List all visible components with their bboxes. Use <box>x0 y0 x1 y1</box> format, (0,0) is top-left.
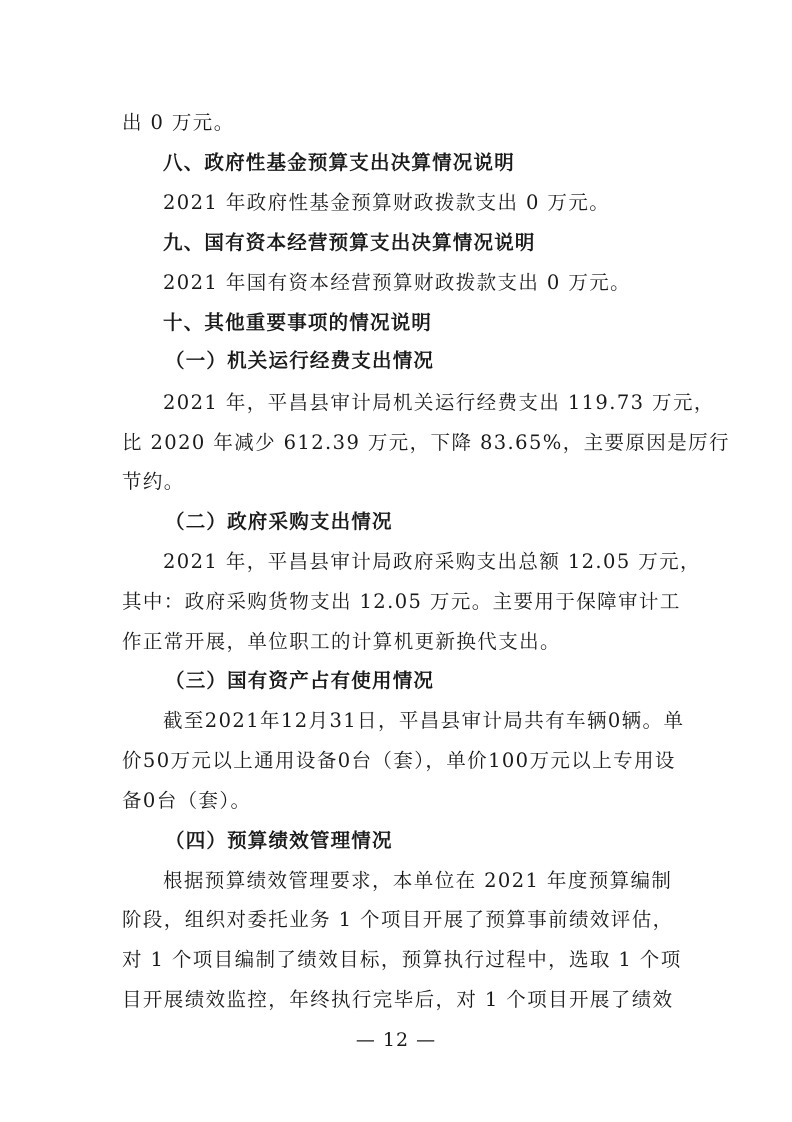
section-heading-10: 十、其他重要事项的情况说明 <box>163 311 433 334</box>
paragraph-line: 其中：政府采购货物支出 12.05 万元。主要用于保障审计工 <box>122 590 681 613</box>
paragraph-line: 阶段，组织对委托业务 1 个项目开展了预算事前绩效评估， <box>122 908 674 931</box>
subsection-heading-1: （一）机关运行经费支出情况 <box>165 349 435 372</box>
paragraph-line: 2021 年国有资本经营预算财政拨款支出 0 万元。 <box>163 271 632 294</box>
page-number: — 12 — <box>355 1029 437 1051</box>
paragraph-line: 出 0 万元。 <box>122 111 235 134</box>
paragraph-line: 2021 年，平昌县审计局机关运行经费支出 119.73 万元， <box>163 391 715 414</box>
paragraph-line: 目开展绩效监控，年终执行完毕后，对 1 个项目开展了绩效 <box>122 988 674 1011</box>
paragraph-line: 2021 年，平昌县审计局政府采购支出总额 12.05 万元， <box>163 550 701 573</box>
section-heading-9: 九、国有资本经营预算支出决算情况说明 <box>163 231 536 254</box>
paragraph-line: 对 1 个项目编制了绩效目标，预算执行过程中，选取 1 个项 <box>122 948 682 971</box>
paragraph-line: 截至2021年12月31日，平昌县审计局共有车辆0辆。单 <box>163 709 685 732</box>
subsection-heading-3: （三）国有资产占有使用情况 <box>165 669 435 692</box>
subsection-heading-2: （二）政府采购支出情况 <box>165 510 393 533</box>
paragraph-line: 比 2020 年减少 612.39 万元，下降 83.65%，主要原因是厉行 <box>122 431 730 454</box>
paragraph-line: 作正常开展，单位职工的计算机更新换代支出。 <box>122 630 561 653</box>
paragraph-line: 节约。 <box>122 470 185 493</box>
paragraph-line: 2021 年政府性基金预算财政拨款支出 0 万元。 <box>163 191 611 214</box>
subsection-heading-4: （四）预算绩效管理情况 <box>165 829 393 852</box>
paragraph-line: 根据预算绩效管理要求，本单位在 2021 年度预算编制 <box>163 869 673 892</box>
paragraph-line: 备0台（套）。 <box>122 789 252 812</box>
paragraph-line: 价50万元以上通用设备0台（套），单价100万元以上专用设 <box>122 749 676 772</box>
section-heading-8: 八、政府性基金预算支出决算情况说明 <box>163 151 515 174</box>
